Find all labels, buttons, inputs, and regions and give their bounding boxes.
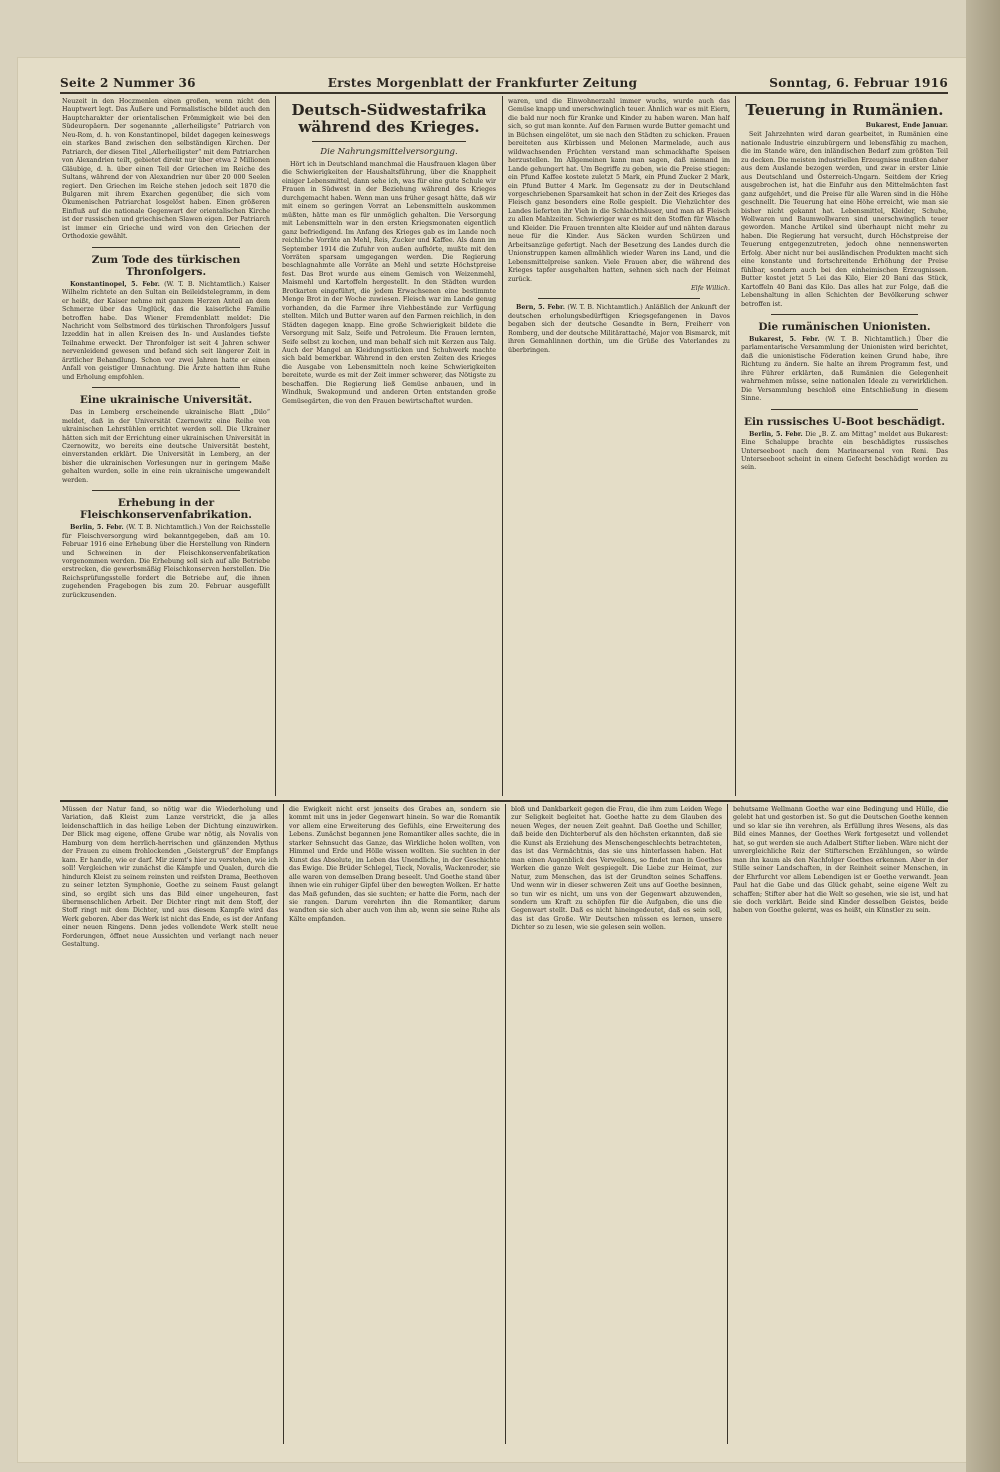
headline-unionisten: Die rumänischen Unionisten.	[758, 320, 931, 333]
dateline: Bukarest, Ende Januar.	[865, 122, 948, 129]
feuilleton-column-2	[289, 806, 500, 1446]
dateline: Bern, 5. Febr.	[516, 304, 565, 312]
article-text: Die „B. Z. am Mittag“ meldet aus Bukarest: Eine Schaluppe brachte ein beschädigtes russisches Unterseeboot nach dem Marinearsenal von Reni. Das Unterseeboot scheint in einem Gefecht beschädigt worden zu sein.	[741, 430, 948, 472]
article-text: die Ewigkeit nicht erst jenseits des Grabes an, sondern sie kommt mit uns in jeder Gegenwart hinein. So war die Romantik vor allem eine Erweiterung des Gefühls, eine Erweiterung des Lebens. Zunächst begannen jene Romantiker alles sachte, die in starker Sehnsucht das Ganze, das Wirkliche holen wollten, von Himmel und Erde und Hölle wissen wollten. Sie suchten in der Kunst das Absolute, im Leben das Unendliche, in der Geschichte das Ewige. Die Brüder Schlegel, Tieck, Novalis, Wackenroder, sie alle waren von demselben Drang beseelt. Und Goethe stand über ihnen wie ein ruhiger Gipfel über den bewegten Wolken. Er hatte das Maß gefunden, das sie suchten; er hatte die Form, nach der sie rangen. Darum verehrten ihn die Romantiker, darum wandten sie sich aber auch von ihm ab, wenn sie seine Ruhe als Kälte empfanden.	[289, 806, 500, 923]
headline-thronfolger: Zum Tode des türkischen Thronfolgers.	[91, 253, 241, 278]
separator	[538, 298, 700, 299]
dateline: Bukarest, 5. Febr.	[749, 335, 820, 343]
header-page-number: Seite 2 Nummer 36	[60, 76, 196, 90]
article-text: Hört ich in Deutschland manchmal die Hausfrauen klagen über die Schwierigkeiten der Haushaltsführung, über die Knappheit einiger Lebensmittel, dann sehe ich, was für eine gute Schule wir Frauen in Südwest in der Beziehung während des Krieges durchgemacht haben. Wenn man uns früher gesagt hätte, daß wir mit einem so geringen Vorrat an Lebensmitteln auskommen müßten, hätte man es für unmöglich gehalten. Die Versorgung mit Lebensmitteln war in den ersten Kriegsmonaten eigentlich ganz befriedigend. Im Anfang des Krieges gab es im Lande noch reichliche Vorräte an Mehl, Reis, Zucker und Kaffee. Als dann im September 1914 die Zufuhr von außen aufhörte, mußte mit den Vorräten sparsam umgegangen werden. Die Regierung beschlagnahmte alle Vorräte an Mehl und setzte Höchstpreise fest. Das Brot wurde aus einem Gemisch von Weizenmehl, Maismehl und Kartoffeln hergestellt. In den Städten wurden Brotkarten eingeführt, die jedem Erwachsenen eine bestimmte Menge Brot in der Woche zuwiesen. Fleisch war im Lande genug vorhanden, da die Farmer ihre Viehbestände zur Verfügung stellten. Milch und Butter waren auf den Farmen reichlich, in den Städten dagegen knapp. Eine große Schwierigkeit bildete die Versorgung mit Salz, Seife und Petroleum. Die Frauen lernten, Seife selbst zu kochen, und man behalf sich mit Kerzen aus Talg. Auch der Mangel an Kleidungsstücken und Schuhwerk machte sich bald bemerkbar. Während in den ersten Zeiten des Krieges die Ausgabe von Lebensmitteln noch keine Schwierigkeiten bereitete, wurde es mit der Zeit immer schwerer, das Nötigste zu beschaffen. Die Regierung ließ Gemüse anbauen, und in Windhuk, Swakopmund und anderen Orten entstanden große Gemüsegärten, die von den Frauen bewirtschaftet wurden.	[282, 161, 496, 405]
column-2	[282, 98, 496, 796]
subheadline: Die Nahrungsmittelversorgung.	[320, 147, 458, 157]
article-text: Neuzeit in den Hoczmenlen einen großen, wenn nicht den Hauptwert legt. Das Äußere und Formalistische bildet auch den Hauptcharakter der orientalischen Frömmigkeit wie bei den Südeuropäern. Der sogenannte „allerheiligste“ Patriarch von Neu-Rom, d. h. von Konstantinopel, bildet dagegen keineswegs ein starkes Band zwischen den selbständigen Kirchen. Der Patriarch, der diesen Titel „Allerheiligster“ mit dem Patriarchen von Alexandrien teilt, gebietet direkt nur über etwa 2 Millionen Gläubige, d. h. über einen Teil der Griechen im Reiche des Sultans, während der von Alexandrien nur über 20 000 Seelen regiert. Den Griechen im Reiche stehen jedoch seit 1870 die Bulgaren mit ihrem Exarchen gegenüber, die sich vom Ökumenischen Patriarchat losgelöst haben. Einen größeren Einfluß auf die nationale Gegenwart der orientalischen Kirche ist der russischen und griechischen Slawen eigen. Der Patriarch ist immer ein Grieche und wird von den Griechen der Orthodoxie gewählt.	[62, 98, 270, 241]
feuilleton-column-4	[733, 806, 948, 1446]
separator	[771, 314, 918, 315]
column-rule	[275, 96, 276, 796]
article-text: bloß und Dankbarkeit gegen die Frau, die ihm zum Leiden Wege zur Seligkeit begleitet hat. Goethe hatte zu dem Glauben des neuen Weges, der neuen Zeit geahnt. Daß Goethe und Schiller, daß beide den Dichterberuf als den höchsten erkannten, daß sie die Kunst als Erziehung des Menschengeschlechts betrachteten, das ist das Vermächtnis, das sie uns hinterlassen haben. Hat man einen Augenblick des Verweilens, so findet man in Goethes Werken die ganze Welt gespiegelt. Die Liebe zur Heimat, zur Natur, zum Menschen, das ist der Grundton seines Schaffens. Und wenn wir in dieser schweren Zeit uns auf Goethe besinnen, so tun wir es nicht, um uns von der Gegenwart abzuwenden, sondern um Kraft zu schöpfen für die Aufgaben, die uns die Gegenwart stellt. Daß es nicht hineingedeutet, daß es sein soll, das ist das Große. Wir Deutschen müssen es lernen, unsere Dichter so zu lesen, wie sie gelesen sein wollen.	[511, 806, 722, 932]
header-masthead: Erstes Morgenblatt der Frankfurter Zeitung	[327, 76, 638, 90]
dateline: Konstantinopel, 5. Febr.	[70, 280, 160, 288]
separator	[92, 247, 240, 248]
column-rule	[505, 804, 506, 1444]
column-4	[741, 98, 948, 796]
column-rule	[735, 96, 736, 796]
article-text: Seit Jahrzehnten wird daran gearbeitet, in Rumänien eine nationale Industrie einzubürgern und lebensfähig zu machen, die im Stande wäre, den inländischen Bedarf zum größten Teil zu decken. Die meisten industriellen Erzeugnisse mußten daher aus dem Auslande bezogen werden, und zwar in erster Linie aus Deutschland und Österreich-Ungarn. Seitdem der Krieg ausgebrochen ist, hat die Einfuhr aus den Mittelmächten fast ganz aufgehört, und die Preise für alle Waren sind in die Höhe geschnellt. Die Teuerung hat eine Höhe erreicht, wie man sie bisher nicht gekannt hat. Lebensmittel, Kleider, Schuhe, Wollwaren und Baumwollwaren sind unerschwinglich teuer geworden. Manche Artikel sind überhaupt nicht mehr zu haben. Die Regierung hat versucht, durch Höchstpreise der Teuerung entgegenzutreten, jedoch ohne nennenswerten Erfolg. Aber nicht nur bei ausländischen Produkten macht sich eine konstante und fortschreitende Erhöhung der Preise fühlbar, sondern auch bei den einheimischen Erzeugnissen. Butter kostet jetzt 5 Lei das Kilo, Eier 20 Bani das Stück, Kartoffeln 40 Bani das Kilo. Das alles hat zur Folge, daß die Lebenshaltung in allen Schichten der Bevölkerung schwer betroffen ist.	[741, 131, 948, 308]
article-text: (W. T. B. Nichtamtlich.) Über die parlamentarische Versammlung der Unionisten wird berichtet, daß die unionistische Föderation keinen Grund habe, ihre Richtung zu ändern. Sie halte an ihrem Programm fest, und ihre Führer erklärten, daß Rumänien die Gelegenheit wahrnehmen müsse, seine nationalen Ideale zu verwirklichen. Die Versammlung beschloß eine Entschließung in diesem Sinne.	[741, 335, 948, 403]
headline-teuerung: Teuerung in Rumänien.	[745, 101, 944, 119]
article-text: behutsame Wellmann Goethe war eine Bedingung und Hülle, die gelebt hat und gestorben ist. So gut die Deutschen Goethe kennen und so klar sie ihn verehren, als Erfüllung ihres Wesens, als das Bild eines Mannes, der Goethes Werk fortgesetzt und vollendet hat, so gut werden sie auch Adalbert Stifter lieben. Wäre nicht der unvergleichliche Reiz der Stifterschen Erzählungen, so würde man ihn kaum als den Nachfolger Goethes erkennen. Aber in der Stille seiner Landschaften, in der Reinheit seiner Menschen, in der Ehrfurcht vor allem Lebendigen ist er Goethe verwandt. Jean Paul hat die Gabe und das Glück gehabt, seine eigene Welt zu schaffen; Stifter aber hat die Welt so gesehen, wie sie ist, und hat sie doch verklärt. Beide sind Kinder desselben Geistes, beide haben von Goethe gelernt, was es heißt, ein Künstler zu sein.	[733, 806, 948, 915]
section-rule	[60, 800, 948, 802]
separator	[312, 141, 466, 142]
page-edge	[966, 0, 1000, 1472]
article-text: (W. T. B. Nichtamtlich.) Anläßlich der Ankunft der deutschen erholungsbedürftigen Kriegsgefangenen in Davos begaben sich der deutsche Gesandte in Bern, Freiherr von Romberg, und der deutsche Militärattaché, Major von Bismarck, mit ihren Gemahlinnen dorthin, um die Grüße des Vaterlandes zu überbringen.	[508, 304, 730, 354]
feuilleton-column-3	[511, 806, 722, 1446]
headline-fleischkonserven: Erhebung in der Fleischkonservenfabrikation.	[80, 497, 252, 522]
separator	[771, 409, 918, 410]
headline-suedwestafrika: Deutsch-Südwestafrika während des Krieges.	[291, 101, 487, 136]
article-text: Das in Lemberg erscheinende ukrainische Blatt „Dilo“ meldet, daß in der Universität Czernowitz eine Reihe von ukrainischen Lehrstühlen errichtet werden soll. Die Ukrainer hätten sich mit der Errichtung einer ukrainischen Universität in Czernowitz, wo bereits eine deutsche Universität besteht, einverstanden erklärt. Die Universität in Lemberg, an der bisher die ukrainischen Vorlesungen nur in geringem Maße gehalten wurden, solle in eine rein ukrainische umgewandelt werden.	[62, 409, 270, 484]
column-rule	[727, 804, 728, 1444]
separator	[92, 490, 240, 491]
feuilleton-column-1	[62, 806, 278, 1446]
column-rule	[283, 804, 284, 1444]
article-text: Müssen der Natur fand, so nötig war die Wiederholung und Variation, daß Kleist zum Lanze verstrickt, die ja alles leidenschaftlich in das heilige Leben der Dichtung einzuwirken. Der Blick mag eigene, offene Grube war nötig, als Novalis von Hamburg von dem herrlich-herrischen und glänzenden Mythus der Frauen zu einem frohlockenden „Geistergruß“ der Empfangs kam. Er handle, wie er darf. Mir ziemt's hier zu verstehen, wie ich soll! Vergleichen wir zunächst die Kämpfe und Qualen, durch die hindurch Kleist zu seinem reinsten und reifsten Drama, Beethoven zu seiner letzten Symphonie, Goethe zu seinem Faust gelangt sind, so ergibt sich uns das Bild einer ungeheuren, fast übermenschlichen Arbeit. Der Dichter ringt mit dem Stoff, der Stoff ringt mit dem Dichter, und aus diesem Kampfe wird das Werk geboren. Aber das Werk ist nicht das Ende, es ist der Anfang einer neuen Ringens. Denn jedes vollendete Werk stellt neue Forderungen, öffnet neue Aussichten und verlangt nach neuer Gestaltung.	[62, 806, 278, 949]
page-header	[60, 74, 948, 94]
column-rule	[502, 96, 503, 796]
headline-universitaet: Eine ukrainische Universität.	[79, 394, 253, 407]
dateline: Berlin, 5. Febr.	[70, 524, 124, 532]
signature: Elfe Willich.	[691, 284, 730, 292]
separator	[92, 387, 240, 388]
headline-u-boot: Ein russisches U-Boot beschädigt.	[743, 415, 946, 428]
column-1	[62, 98, 270, 796]
article-text: (W. T. B. Nichtamtlich.) Kaiser Wilhelm richtete an den Sultan ein Beileidstelegramm, in dem er heißt, der Kaiser nehme mit ganzem Herzen Anteil an dem Schmerze über das Unglück, das die kaiserliche Familie betroffen habe. Das Wiener Fremdenblatt meldet: Die Nachricht vom Selbstmord des türkischen Thronfolgers Jussuf Izzeddin hat in allen Kreisen des In- und Auslandes tiefste Teilnahme erweckt. Der Thronfolger ist seit 4 Jahren schwer nervenleidend gewesen und befand sich seit längerer Zeit in ärztlicher Behandlung. Schon vor zwei Jahren hatte er einen Anfall von geistiger Umnachtung. Die Ärzte hatten ihm Ruhe und Erholung empfohlen.	[62, 280, 270, 381]
article-text: (W. T. B. Nichtamtlich.) Von der Reichsstelle für Fleischversorgung wird bekanntgegeben, daß am 10. Februar 1916 eine Erhebung über die Herstellung von Rindern und Schweinen in der Fleischkonservenfabrikation vorgenommen werden. Die Erhebung soll sich auf alle Betriebe erstrecken, die gewerbsmäßig Fleischkonserven herstellen. Die Reichsprüfungsstelle fordert die Betriebe auf, die ihnen zugehenden Fragebogen bis zum 20. Februar ausgefüllt zurückzusenden.	[62, 524, 270, 599]
dateline: Berlin, 5. Febr.	[749, 430, 803, 438]
header-date: Sonntag, 6. Februar 1916	[769, 76, 948, 90]
column-3	[508, 98, 730, 796]
article-text: waren, und die Einwohnerzahl immer wuchs, wurde auch das Gemüse knapp und unerschwinglich teuer. Ähnlich war es mit Eiern, die bald nur noch für Kranke und Kinder zu haben waren. Man half sich, so gut man konnte. Auf den Farmen wurde Butter gemacht und in Büchsen eingelötet, um sie nach den Städten zu schicken. Frauen bereiteten aus Kürbissen und Melonen Marmelade, auch aus wildwachsenden Früchten verstand man schmackhafte Speisen herzustellen. Im Allgemeinen kann man sagen, daß niemand im Lande gehungert hat. Um Begriffe zu geben, wie die Preise stiegen: ein Pfund Kaffee kostete zuletzt 5 Mark, ein Pfund Zucker 2 Mark, ein Pfund Butter 4 Mark. Im Gegensatz zu der in Deutschland vorgeschriebenen Sparsamkeit hat schon in der Zeit des Krieges das Fleisch ganz besonders eine Rolle gespielt. Die Viehzüchter des Landes lieferten ihr Vieh in die Schlachthäuser, und man aß Fleisch zu allen Mahlzeiten. Schwieriger war es mit den Stoffen für Wäsche und Kleider. Die Frauen trennten alte Kleider auf und nähten daraus neue für die Kinder. Aus Säcken wurden Schürzen und Arbeitsanzüge gefertigt. Nach der Besetzung des Landes durch die Unionstruppen kamen allmählich wieder Waren ins Land, und die Lebensmittelpreise sanken. Viele Frauen aber, die während des Krieges tapfer ausgehalten hatten, sehnen sich nach der Heimat zurück.	[508, 98, 730, 283]
